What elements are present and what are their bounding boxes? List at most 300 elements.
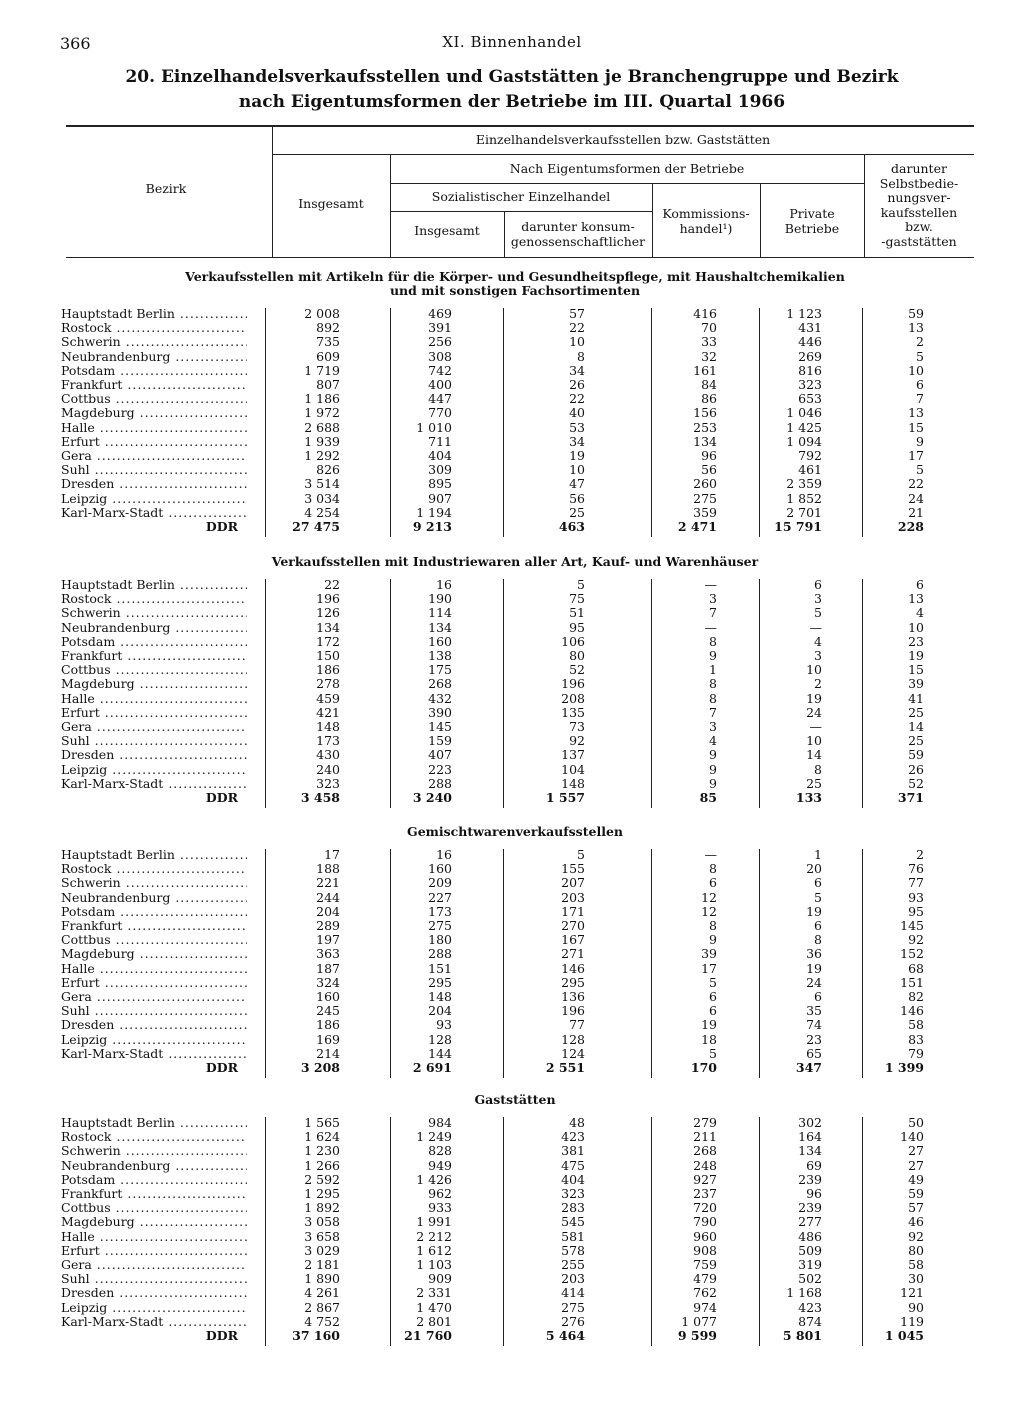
- table-cell: 874: [798, 1313, 822, 1329]
- table-cell: 80: [569, 648, 585, 663]
- table-cell: 104: [561, 761, 585, 777]
- table-cell: 6: [916, 377, 924, 392]
- table-cell: 414: [561, 1285, 585, 1301]
- table-row: [0, 1018, 1024, 1032]
- table-row: [0, 947, 1024, 961]
- header-bottom-rule: [66, 257, 974, 258]
- table-cell: 124: [561, 1045, 585, 1061]
- table-cell: 5: [814, 605, 822, 621]
- bezirk-name: Erfurt .....: [61, 1244, 247, 1258]
- table-row: [0, 392, 1024, 406]
- table-cell: 77: [569, 1017, 585, 1033]
- table-cell: 2 331: [416, 1285, 452, 1301]
- table-cell: 295: [561, 974, 585, 990]
- table-row: [0, 1159, 1024, 1173]
- table-row: [0, 663, 1024, 677]
- table-cell: 461: [798, 462, 822, 478]
- table-cell: 347: [795, 1060, 822, 1075]
- table-cell: 1 046: [786, 405, 822, 421]
- table-cell: 204: [316, 903, 340, 919]
- table-cell: 3 240: [412, 790, 452, 805]
- table-cell: 653: [798, 391, 822, 407]
- table-cell: 17: [701, 960, 717, 976]
- table-cell: 46: [908, 1214, 924, 1230]
- table-cell: 34: [569, 433, 585, 449]
- table-cell: 196: [561, 1003, 585, 1019]
- table-cell: 211: [693, 1129, 717, 1145]
- table-cell: 169: [316, 1031, 340, 1047]
- table-cell: 8: [709, 918, 717, 933]
- table-cell: 463: [558, 519, 585, 534]
- table-row: [0, 777, 1024, 791]
- table-cell: 171: [561, 903, 585, 919]
- table-cell: 227: [428, 889, 452, 905]
- table-cell: 204: [428, 1003, 452, 1019]
- table-cell: 27: [908, 1143, 924, 1159]
- table-cell: 486: [798, 1228, 822, 1244]
- bezirk-name: Schwerin .....: [61, 335, 247, 349]
- table-cell: 59: [908, 1186, 924, 1201]
- table-cell: 23: [908, 633, 924, 649]
- table-cell: 268: [428, 676, 452, 692]
- table-cell: 431: [798, 320, 822, 336]
- table-cell: 148: [428, 989, 452, 1004]
- column-divider: [503, 849, 504, 1078]
- table-cell: 24: [806, 974, 822, 990]
- table-row: [0, 1272, 1024, 1286]
- table-cell: 430: [316, 747, 340, 763]
- table-cell: 40: [569, 405, 585, 421]
- table-cell: 4 254: [304, 504, 340, 520]
- table-row: [0, 1315, 1024, 1329]
- table-row: [0, 1033, 1024, 1047]
- table-cell: 134: [428, 619, 452, 635]
- table-cell: 962: [428, 1186, 452, 1201]
- table-cell: 759: [693, 1257, 717, 1272]
- table-cell: 21: [908, 504, 924, 520]
- table-cell: 159: [428, 733, 452, 749]
- table-cell: 93: [436, 1017, 452, 1033]
- table-cell: 15 791: [774, 519, 822, 534]
- table-cell: 96: [806, 1186, 822, 1201]
- total-label: DDR: [205, 1328, 238, 1343]
- table-cell: 8: [709, 690, 717, 706]
- table-cell: 138: [428, 648, 452, 663]
- table-cell: 5 464: [545, 1328, 585, 1343]
- table-cell: 275: [693, 490, 717, 506]
- table-cell: 9 213: [412, 519, 452, 534]
- table-cell: 25: [908, 704, 924, 720]
- total-label: DDR: [205, 790, 238, 805]
- table-cell: 2 471: [677, 519, 717, 534]
- table-cell: 237: [693, 1186, 717, 1201]
- table-cell: 10: [806, 733, 822, 749]
- bezirk-name: Gera .....: [61, 1258, 247, 1272]
- table-cell: 15: [908, 662, 924, 678]
- table-cell: 3: [814, 648, 822, 663]
- table-cell: 10: [908, 362, 924, 378]
- table-cell: —: [704, 619, 717, 635]
- table-cell: 324: [316, 974, 340, 990]
- table-cell: 12: [701, 889, 717, 905]
- table-cell: 203: [561, 889, 585, 905]
- bezirk-name: Suhl .....: [61, 734, 247, 748]
- table-row: [0, 848, 1024, 862]
- table-row: [0, 435, 1024, 449]
- table-cell: 323: [561, 1186, 585, 1201]
- table-row: [0, 592, 1024, 606]
- table-row: [0, 1144, 1024, 1158]
- table-cell: 57: [908, 1200, 924, 1216]
- column-divider: [862, 579, 863, 808]
- table-cell: 949: [428, 1157, 452, 1173]
- table-cell: 173: [428, 903, 452, 919]
- table-cell: 10: [569, 462, 585, 478]
- column-divider: [759, 308, 760, 537]
- table-cell: —: [704, 847, 717, 862]
- table-cell: 228: [897, 519, 924, 534]
- table-title: [120, 65, 904, 115]
- bezirk-name: Gera .....: [61, 720, 247, 734]
- table-cell: 5 801: [782, 1328, 822, 1343]
- bezirk-name: Erfurt .....: [61, 706, 247, 720]
- table-cell: 69: [806, 1157, 822, 1173]
- table-cell: 581: [561, 1228, 585, 1244]
- table-total-row: [0, 791, 1024, 805]
- table-cell: 239: [798, 1200, 822, 1216]
- table-cell: 363: [316, 946, 340, 962]
- bezirk-name: Dresden .....: [61, 1286, 247, 1300]
- section-title: Verkaufsstellen mit Industriewaren aller Art, Kauf- und Warenhäuser: [271, 554, 759, 569]
- table-cell: 135: [561, 704, 585, 720]
- table-cell: 1 612: [416, 1242, 452, 1258]
- bezirk-name: Halle .....: [61, 692, 247, 706]
- section-title: Gaststätten: [474, 1092, 556, 1107]
- table-cell: 23: [806, 1031, 822, 1047]
- bezirk-name: Leipzig .....: [61, 1033, 247, 1047]
- table-cell: 146: [561, 960, 585, 976]
- table-cell: 256: [428, 334, 452, 350]
- table-cell: 1: [814, 847, 822, 862]
- table-cell: 133: [795, 790, 822, 805]
- table-cell: 762: [693, 1285, 717, 1301]
- table-cell: 9: [709, 648, 717, 663]
- table-cell: 1 991: [416, 1214, 452, 1230]
- table-cell: 892: [316, 320, 340, 336]
- column-divider: [390, 1117, 391, 1346]
- table-row: [0, 1286, 1024, 1300]
- table-cell: 9: [709, 761, 717, 777]
- table-cell: 27 475: [292, 519, 340, 534]
- column-divider: [759, 849, 760, 1078]
- table-cell: 155: [561, 861, 585, 877]
- table-row: [0, 606, 1024, 620]
- table-cell: 4: [814, 633, 822, 649]
- table-cell: 277: [798, 1214, 822, 1230]
- table-cell: 203: [561, 1271, 585, 1287]
- column-divider: [862, 1117, 863, 1346]
- table-cell: 6: [916, 577, 924, 592]
- header-soz-insgesamt: Insgesamt: [414, 223, 480, 238]
- table-cell: 26: [569, 377, 585, 392]
- bezirk-name: Neubrandenburg .....: [61, 891, 247, 905]
- table-cell: 359: [693, 504, 717, 520]
- bezirk-name: Magdeburg .....: [61, 406, 247, 420]
- table-cell: 68: [908, 960, 924, 976]
- table-cell: 270: [561, 918, 585, 933]
- table-cell: 70: [701, 320, 717, 336]
- bezirk-name: Erfurt .....: [61, 976, 247, 990]
- table-cell: 1 103: [416, 1257, 452, 1272]
- header-sozialistisch: Sozialistischer Einzelhandel: [431, 189, 611, 204]
- table-cell: 52: [569, 662, 585, 678]
- page-number: 366: [60, 34, 91, 53]
- table-total-row: [0, 1061, 1024, 1075]
- table-cell: 76: [908, 861, 924, 877]
- bezirk-name: Hauptstadt Berlin .....: [61, 578, 247, 592]
- bezirk-name: Karl-Marx-Stadt .....: [61, 777, 247, 791]
- table-cell: 134: [798, 1143, 822, 1159]
- header-bezirk: Bezirk: [145, 181, 187, 196]
- table-cell: 13: [908, 405, 924, 421]
- table-cell: 73: [569, 719, 585, 734]
- table-cell: 302: [798, 1115, 822, 1130]
- table-cell: 151: [428, 960, 452, 976]
- bezirk-name: Dresden .....: [61, 477, 247, 491]
- bezirk-name: Rostock .....: [61, 862, 247, 876]
- table-cell: 770: [428, 405, 452, 421]
- table-cell: 17: [908, 448, 924, 463]
- table-cell: 25: [908, 733, 924, 749]
- table-cell: 5: [577, 847, 585, 862]
- bezirk-name: Karl-Marx-Stadt .....: [61, 1315, 247, 1329]
- table-cell: 22: [569, 391, 585, 407]
- table-title-line-1: 20. Einzelhandelsverkaufsstellen und Gaststätten je Branchengruppe und Bezirk: [125, 67, 899, 87]
- table-cell: 984: [428, 1115, 452, 1130]
- table-row: [0, 621, 1024, 635]
- header-private: Private Betriebe: [784, 206, 840, 236]
- table-cell: 792: [798, 448, 822, 463]
- table-row: [0, 734, 1024, 748]
- table-row: [0, 962, 1024, 976]
- bezirk-name: Magdeburg .....: [61, 1215, 247, 1229]
- table-cell: 1 045: [884, 1328, 924, 1343]
- table-cell: 136: [561, 989, 585, 1004]
- table-cell: 2 701: [786, 504, 822, 520]
- table-cell: 1 168: [786, 1285, 822, 1301]
- table-cell: 59: [908, 306, 924, 321]
- table-cell: 278: [316, 676, 340, 692]
- table-row: [0, 506, 1024, 520]
- table-cell: 22: [324, 577, 340, 592]
- table-cell: 197: [316, 932, 340, 948]
- table-cell: 173: [316, 733, 340, 749]
- table-cell: 14: [806, 747, 822, 763]
- table-cell: 3: [814, 591, 822, 607]
- table-cell: 114: [428, 605, 452, 621]
- table-cell: 260: [693, 476, 717, 492]
- table-cell: 172: [316, 633, 340, 649]
- table-cell: 371: [897, 790, 924, 805]
- header-selbstbedienung: darunter Selbstbedie- nungsver- kaufsstellen bzw. -gaststätten: [879, 161, 959, 249]
- table-cell: 3: [709, 719, 717, 734]
- table-cell: 106: [561, 633, 585, 649]
- table-cell: —: [809, 619, 822, 635]
- table-cell: 391: [428, 320, 452, 336]
- table-cell: 1 852: [786, 490, 822, 506]
- bezirk-name: Suhl .....: [61, 463, 247, 477]
- table-cell: 407: [428, 747, 452, 763]
- table-cell: 908: [693, 1242, 717, 1258]
- table-row: [0, 763, 1024, 777]
- table-cell: 720: [693, 1200, 717, 1216]
- table-cell: 5: [577, 577, 585, 592]
- table-cell: 2 801: [416, 1313, 452, 1329]
- column-divider: [651, 579, 652, 808]
- table-cell: 3 658: [304, 1228, 340, 1244]
- table-cell: 807: [316, 377, 340, 392]
- table-row: [0, 1301, 1024, 1315]
- table-cell: 20: [806, 861, 822, 877]
- table-row: [0, 862, 1024, 876]
- table-row: [0, 1230, 1024, 1244]
- table-cell: 5: [916, 348, 924, 364]
- table-cell: 24: [806, 704, 822, 720]
- table-cell: 18: [701, 1031, 717, 1047]
- table-cell: 187: [316, 960, 340, 976]
- table-cell: 150: [316, 648, 340, 663]
- table-cell: 423: [798, 1299, 822, 1315]
- table-row: [0, 933, 1024, 947]
- table-cell: 2 359: [786, 476, 822, 492]
- column-divider: [503, 1117, 504, 1346]
- table-cell: 37 160: [292, 1328, 340, 1343]
- table-row: [0, 477, 1024, 491]
- table-cell: 152: [900, 946, 924, 962]
- bezirk-name: Erfurt .....: [61, 435, 247, 449]
- table-cell: 93: [908, 889, 924, 905]
- table-cell: 5: [916, 462, 924, 478]
- table-cell: 2 212: [416, 1228, 452, 1244]
- table-cell: 164: [798, 1129, 822, 1145]
- column-divider: [265, 308, 266, 537]
- table-cell: 2 551: [545, 1060, 585, 1075]
- table-cell: 4 752: [304, 1313, 340, 1329]
- table-cell: 22: [908, 476, 924, 492]
- table-cell: 423: [561, 1129, 585, 1145]
- table-cell: 927: [693, 1171, 717, 1187]
- table-cell: 52: [908, 775, 924, 791]
- table-cell: 3 208: [300, 1060, 340, 1075]
- header-rule-2: [390, 183, 864, 184]
- table-cell: 8: [709, 676, 717, 692]
- table-cell: —: [704, 577, 717, 592]
- table-cell: 609: [316, 348, 340, 364]
- table-row: [0, 1215, 1024, 1229]
- table-cell: 239: [798, 1171, 822, 1187]
- table-cell: 271: [561, 946, 585, 962]
- table-total-row: [0, 1329, 1024, 1343]
- table-cell: 160: [428, 633, 452, 649]
- table-cell: 711: [428, 433, 452, 449]
- table-cell: 83: [908, 1031, 924, 1047]
- table-cell: 269: [798, 348, 822, 364]
- bezirk-name: Schwerin .....: [61, 1144, 247, 1158]
- table-cell: 2: [916, 847, 924, 862]
- bezirk-name: Neubrandenburg .....: [61, 1159, 247, 1173]
- table-cell: 167: [561, 932, 585, 948]
- table-cell: 828: [428, 1143, 452, 1159]
- table-cell: 17: [324, 847, 340, 862]
- table-cell: 9: [709, 775, 717, 791]
- table-row: [0, 976, 1024, 990]
- table-row: [0, 364, 1024, 378]
- column-divider: [503, 579, 504, 808]
- table-cell: 95: [569, 619, 585, 635]
- table-cell: 3 029: [304, 1242, 340, 1258]
- table-cell: 13: [908, 320, 924, 336]
- table-row: [0, 891, 1024, 905]
- table-cell: 974: [693, 1299, 717, 1315]
- table-cell: 19: [806, 960, 822, 976]
- table-cell: 6: [709, 1003, 717, 1019]
- table-cell: 289: [316, 918, 340, 933]
- table-row: [0, 876, 1024, 890]
- table-cell: 51: [569, 605, 585, 621]
- table-row: [0, 1004, 1024, 1018]
- table-row: [0, 1173, 1024, 1187]
- table-cell: 84: [701, 377, 717, 392]
- table-cell: 248: [693, 1157, 717, 1173]
- table-cell: 186: [316, 1017, 340, 1033]
- table-cell: 79: [908, 1045, 924, 1061]
- column-divider: [651, 308, 652, 537]
- table-cell: 421: [316, 704, 340, 720]
- table-cell: 1 077: [681, 1313, 717, 1329]
- table-cell: 3 458: [300, 790, 340, 805]
- table-cell: 895: [428, 476, 452, 492]
- table-cell: 207: [561, 875, 585, 891]
- section-title: und mit sonstigen Fachsortimenten: [389, 283, 641, 298]
- table-cell: 3 058: [304, 1214, 340, 1230]
- table-row: [0, 677, 1024, 691]
- table-cell: 13: [908, 591, 924, 607]
- table-cell: 82: [908, 989, 924, 1004]
- column-divider: [651, 1117, 652, 1346]
- section-title: Gemischtwarenverkaufsstellen: [407, 824, 623, 839]
- bezirk-name: Dresden .....: [61, 1018, 247, 1032]
- table-cell: 19: [569, 448, 585, 463]
- table-cell: 1 557: [545, 790, 585, 805]
- table-cell: 137: [561, 747, 585, 763]
- table-cell: 1 249: [416, 1129, 452, 1145]
- table-cell: 3: [709, 591, 717, 607]
- bezirk-name: Rostock .....: [61, 321, 247, 335]
- bezirk-name: Potsdam .....: [61, 1173, 247, 1187]
- bezirk-name: Potsdam .....: [61, 905, 247, 919]
- table-cell: 475: [561, 1157, 585, 1173]
- table-cell: —: [809, 719, 822, 734]
- table-cell: 253: [693, 419, 717, 435]
- table-cell: 909: [428, 1271, 452, 1287]
- table-row: [0, 492, 1024, 506]
- table-cell: 1 094: [786, 433, 822, 449]
- table-cell: 8: [814, 761, 822, 777]
- bezirk-name: Leipzig .....: [61, 763, 247, 777]
- table-row: [0, 692, 1024, 706]
- table-row: [0, 1244, 1024, 1258]
- table-cell: 479: [693, 1271, 717, 1287]
